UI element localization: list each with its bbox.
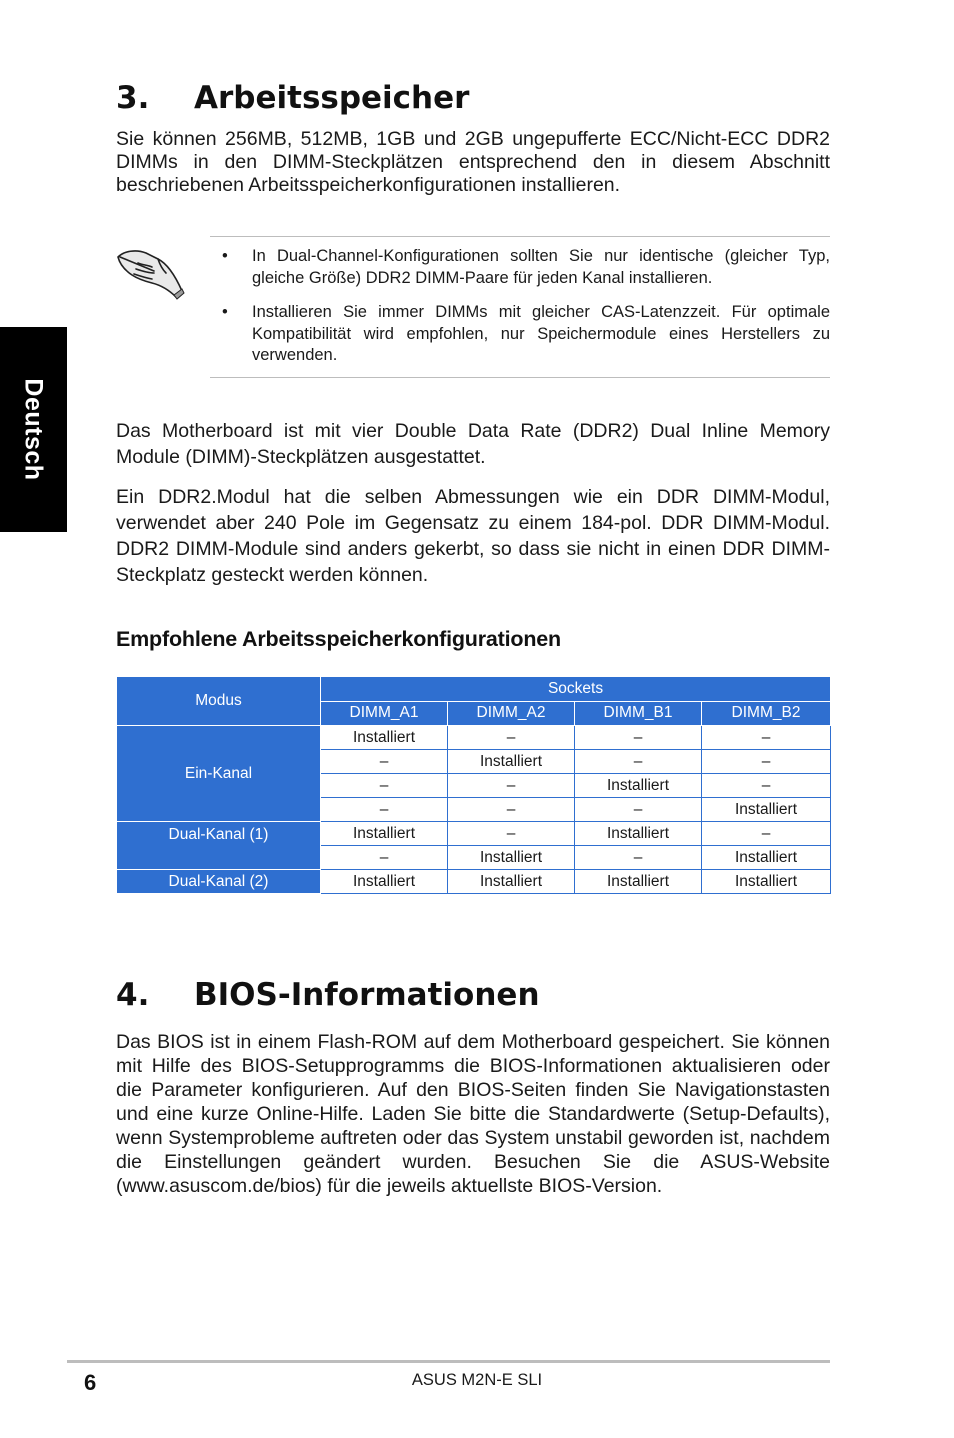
table-cell: – (448, 726, 575, 750)
table-cell: – (448, 822, 575, 846)
section-4-body: Das BIOS ist in einem Flash-ROM auf dem Motherboard gespeichert. Sie können mit Hilfe des BIOS-Setupprogramms die BIOS-Informationen aktualisieren oder die Parameter konfigurieren. Auf den BIOS-Seiten finden Sie Navigationstasten und eine kurze Online-Hilfe. Laden Sie bitte die Standardwerte (Setup-Defaults), wenn Systemprobleme auftreten oder das System unstabil geworden ist, nachdem die Einstellungen geändert wurden. Besuchen Sie die ASUS-Website (www.asuscom.de/bios) für die jeweils aktuellste BIOS-Version. (116, 1031, 830, 1197)
footer-divider (67, 1360, 830, 1363)
column-header: DIMM_A1 (321, 701, 448, 726)
table-cell: – (702, 750, 831, 774)
table-cell: Installiert (575, 822, 702, 846)
note-bottom-divider (210, 377, 830, 378)
memory-config-table (116, 676, 831, 894)
table-cell: – (702, 726, 831, 750)
table-cell: – (702, 774, 831, 798)
table-cell: – (575, 846, 702, 870)
page-number: 6 (84, 1370, 97, 1395)
mode-cell: Dual-Kanal (1) (117, 822, 321, 870)
table-cell: Installiert (575, 774, 702, 798)
table-heading: Empfohlene Arbeitsspeicherkonfigurationen (116, 627, 561, 651)
section-3-paragraph-2: Ein DDR2.Modul hat die selben Abmessungen wie ein DDR DIMM-Modul, verwendet aber 240 Pole im Gegensatz zu einem 184-pol. DDR DIMM-Modul. DDR2 DIMM-Module sind anders gekerbt, so dass sie nicht in einen DDR DIMM-Steckplatz gesteckt werden können. (116, 486, 830, 586)
table-row (117, 870, 831, 894)
mode-cell: Ein-Kanal (117, 726, 321, 822)
language-side-tab (0, 327, 67, 532)
table-cell: – (321, 846, 448, 870)
table-cell: – (448, 798, 575, 822)
table-row (117, 726, 831, 750)
section-3-paragraph-1: Das Motherboard ist mit vier Double Data Rate (DDR2) Dual Inline Memory Module (DIMM)-Steckplätzen ausgestattet. (116, 420, 830, 468)
table-cell: Installiert (321, 870, 448, 894)
side-tab-label: Deutsch (20, 378, 49, 481)
table-cell: – (575, 798, 702, 822)
table-cell: – (321, 798, 448, 822)
note-item (218, 246, 830, 289)
table-cell: Installiert (702, 870, 831, 894)
bullet-mark: • (222, 303, 228, 321)
footer-product: ASUS M2N-E SLI (411, 1371, 543, 1389)
table-header-row (117, 677, 831, 702)
note-list (218, 246, 830, 380)
pointing-hand-icon (114, 243, 186, 301)
table-cell: – (321, 774, 448, 798)
table-cell: – (321, 750, 448, 774)
table-cell: Installiert (702, 798, 831, 822)
note-text: In Dual-Channel-Konfigurationen sollten Sie nur identische (gleicher Typ, gleiche Größe) DDR2 DIMM-Paare für jeden Kanal installieren. (252, 247, 830, 287)
table-cell: Installiert (321, 822, 448, 846)
table-cell: Installiert (702, 846, 831, 870)
mode-cell: Dual-Kanal (2) (117, 870, 321, 894)
column-header: DIMM_A2 (448, 701, 575, 726)
note-text: Installieren Sie immer DIMMs mit gleicher CAS-Latenzzeit. Für optimale Kompatibilität wird empfohlen, nur Speichermodule eines Herstellers zu verwenden. (252, 303, 830, 364)
table-cell: Installiert (575, 870, 702, 894)
table-cell: – (448, 774, 575, 798)
column-header: DIMM_B1 (575, 701, 702, 726)
sockets-header: Sockets (321, 677, 831, 702)
section-4-number: 4. (116, 977, 150, 1013)
table-cell: – (702, 822, 831, 846)
modus-header: Modus (117, 677, 321, 726)
section-3-title: Arbeitsspeicher (194, 80, 470, 116)
table-cell: – (575, 750, 702, 774)
section-3-heading (116, 80, 469, 116)
section-3-number: 3. (116, 80, 150, 116)
section-4-title: BIOS-Informationen (194, 977, 540, 1013)
section-4-heading (116, 977, 540, 1013)
table-cell: Installiert (321, 726, 448, 750)
table-cell: Installiert (448, 846, 575, 870)
note-item (218, 302, 830, 367)
table-cell: Installiert (448, 870, 575, 894)
table-cell: Installiert (448, 750, 575, 774)
bullet-mark: • (222, 247, 228, 265)
table-cell: – (575, 726, 702, 750)
section-3-intro: Sie können 256MB, 512MB, 1GB und 2GB ungepufferte ECC/Nicht-ECC DDR2 DIMMs in den DIMM-Steckplätzen entsprechend den in diesem Abschnitt beschriebenen Arbeitsspeicherkonfigurationen installieren. (116, 128, 830, 196)
table-row (117, 822, 831, 846)
column-header: DIMM_B2 (702, 701, 831, 726)
note-top-divider (210, 236, 830, 237)
